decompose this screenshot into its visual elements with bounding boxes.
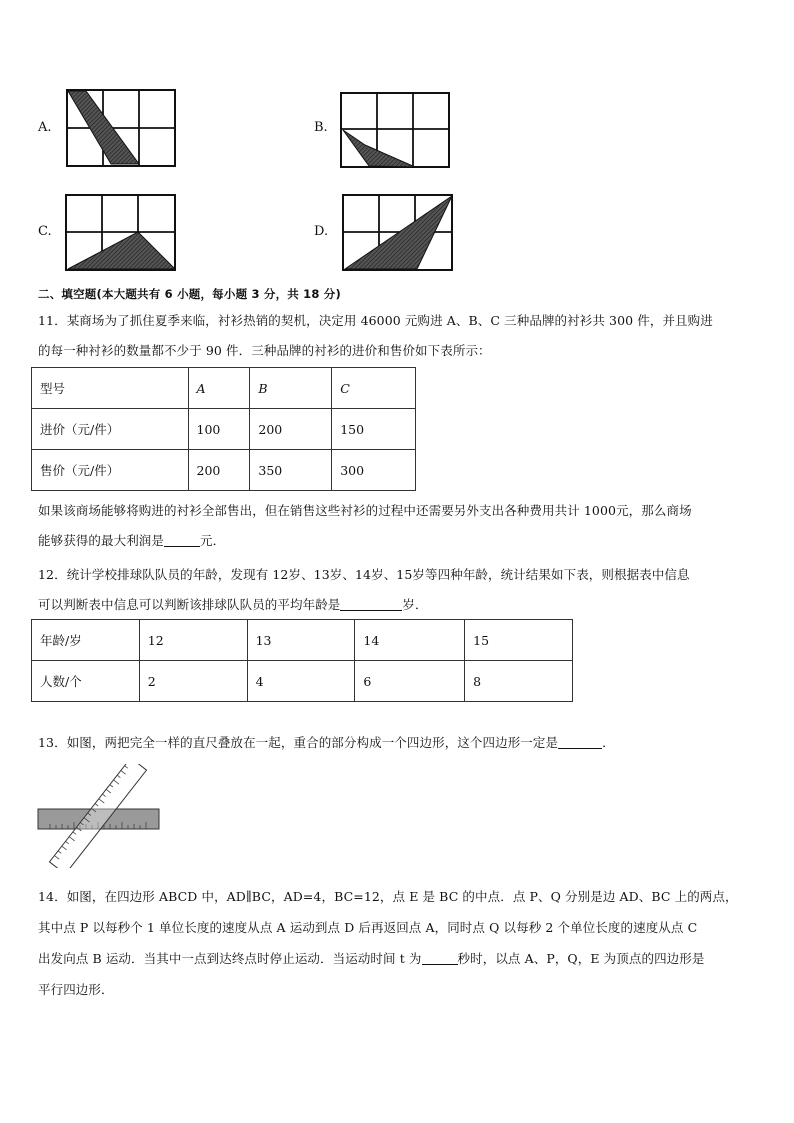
- q12-text-a: 可以判断表中信息可以判断该排球队队员的平均年龄是: [38, 597, 341, 612]
- table-cell: 12: [139, 620, 247, 661]
- q12-answer-blank[interactable]: [340, 596, 402, 611]
- table-cell: A: [188, 368, 250, 409]
- option-c-label: C.: [38, 224, 52, 239]
- option-a-figure: [65, 88, 177, 168]
- q11-after-text-a: 能够获得的最大利润是: [38, 533, 165, 548]
- q11-after-line-1: 如果该商场能够将购进的衬衫全部售出，但在销售这些衬衫的过程中还需要另外支出各种费用共计 1000元，那么商场: [38, 503, 692, 518]
- q11-answer-blank[interactable]: [164, 532, 200, 547]
- table-row: [32, 620, 573, 661]
- section-2-title: 二、填空题(本大题共有 6 小题，每小题 3 分，共 18 分): [38, 287, 341, 301]
- table-cell: 200: [250, 409, 332, 450]
- q13-text-a: 13．如图，两把完全一样的直尺叠放在一起，重合的部分构成一个四边形，这个四边形一定是: [38, 735, 559, 750]
- table-cell: 年龄/岁: [32, 620, 140, 661]
- table-cell: 型号: [32, 368, 189, 409]
- table-cell: 150: [332, 409, 416, 450]
- table-cell: 15: [465, 620, 573, 661]
- table-cell: 8: [465, 661, 573, 702]
- option-d-label: D.: [314, 224, 329, 239]
- option-d-figure: [341, 193, 454, 272]
- table-cell: 13: [247, 620, 355, 661]
- q14-line-3: [38, 944, 763, 973]
- option-b-figure: [339, 91, 451, 169]
- q12-text-b: 岁．: [402, 597, 428, 612]
- table-cell: 进价（元/件）: [32, 409, 189, 450]
- q11-price-table: [31, 367, 416, 491]
- q13-line: [38, 728, 763, 757]
- table-row: [32, 368, 416, 409]
- q14-line-2: 其中点 P 以每秒个 1 单位长度的速度从点 A 运动到点 D 后再返回点 A，同时点 Q 以每秒 2 个单位长度的速度从点 C: [38, 920, 698, 935]
- q14-line-1: 14．如图，在四边形 ABCD 中，AD∥BC，AD=4，BC=12，点 E 是 BC 的中点．点 P、Q 分别是边 AD、BC 上的两点，: [38, 889, 738, 904]
- table-cell: 100: [188, 409, 250, 450]
- table-row: [32, 450, 416, 491]
- table-cell: 6: [355, 661, 465, 702]
- q14-text-b: 秒时，以点 A、P，Q，E 为顶点的四边形是: [457, 951, 705, 966]
- q14-answer-blank[interactable]: [422, 950, 458, 965]
- q13-answer-blank[interactable]: [558, 734, 602, 749]
- q11-after-line-2: [38, 526, 763, 555]
- q12-line-2: [38, 590, 763, 619]
- q11-line-1: 11．某商场为了抓住夏季来临，衬衫热销的契机，决定用 46000 元购进 A、B、C 三种品牌的衬衫共 300 件，并且购进: [38, 313, 713, 328]
- table-cell: 售价（元/件）: [32, 450, 189, 491]
- option-a-label: A.: [38, 120, 52, 135]
- q12-line-1: 12．统计学校排球队队员的年龄，发现有 12岁、13岁、14岁、15岁等四种年龄，统计结果如下表，则根据表中信息: [38, 567, 690, 582]
- table-cell: 人数/个: [32, 661, 140, 702]
- q11-line-2: 的每一种衬衫的数量都不少于 90 件．三种品牌的衬衫的进价和售价如下表所示：: [38, 343, 491, 358]
- table-row: [32, 409, 416, 450]
- q14-text-a: 出发向点 B 运动．当其中一点到达终点时停止运动．当运动时间 t 为: [38, 951, 422, 966]
- option-b-label: B.: [314, 120, 328, 135]
- q11-after-text-b: 元．: [200, 533, 226, 548]
- table-cell: 350: [250, 450, 332, 491]
- table-cell: B: [250, 368, 332, 409]
- table-row: [32, 661, 573, 702]
- q14-line-4: 平行四边形．: [38, 982, 114, 997]
- table-cell: C: [332, 368, 416, 409]
- two-rulers-figure: [36, 764, 162, 868]
- table-cell: 300: [332, 450, 416, 491]
- table-cell: 14: [355, 620, 465, 661]
- q12-age-table: [31, 619, 573, 702]
- table-cell: 200: [188, 450, 250, 491]
- option-c-figure: [64, 193, 177, 272]
- table-cell: 4: [247, 661, 355, 702]
- q13-text-b: ．: [602, 735, 615, 750]
- table-cell: 2: [139, 661, 247, 702]
